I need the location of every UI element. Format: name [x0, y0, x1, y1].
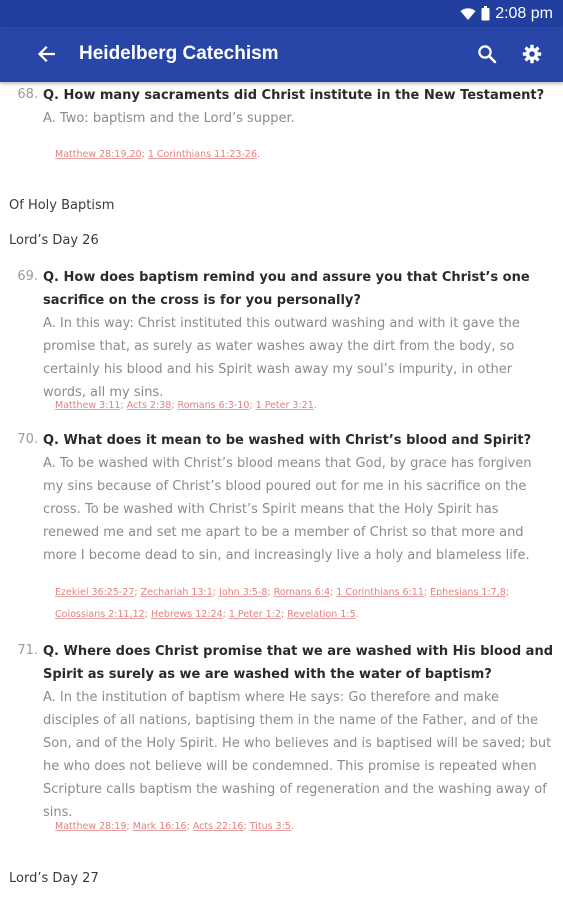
scripture-ref-link[interactable]: 1 Corinthians 6:11	[336, 587, 424, 598]
scripture-ref-link[interactable]: Zechariah 13:1	[140, 587, 213, 598]
search-icon[interactable]	[474, 41, 500, 67]
lords-day-heading: Lord’s Day 27	[9, 871, 99, 886]
scripture-ref-link[interactable]: 1 Peter 1:2	[228, 609, 281, 620]
app-toolbar	[0, 27, 563, 82]
lords-day-heading: Lord’s Day 26	[9, 233, 99, 248]
scripture-ref-link[interactable]: Matthew 3:11	[55, 400, 121, 411]
status-time: 2:08 pm	[495, 4, 553, 22]
scripture-ref-link[interactable]: Titus 3:5	[249, 821, 291, 832]
question-number: 70.	[17, 432, 38, 447]
scripture-ref-link[interactable]: John 3:5-8	[219, 587, 268, 598]
status-bar	[0, 0, 563, 27]
question-number: 68.	[17, 87, 38, 102]
scripture-refs: Matthew 3:11; Acts 2:38; Romans 6:3-10; 1 Peter 3:21.	[55, 400, 317, 411]
scripture-ref-link[interactable]: Romans 6:4	[273, 587, 331, 598]
scripture-ref-link[interactable]: Romans 6:3-10	[177, 400, 250, 411]
question-number: 69.	[17, 269, 38, 284]
answer-text: A. To be washed with Christ’s blood means that God, by grace has forgiven my sins because of Christ’s blood poured out for me in his sacrifice on the cross. To be washed with Christ’s Spirit means that the Holy Spirit has renewed me and set me apart to be a member of Christ so that more and more I become dead to sin, and increasingly live a holy and blameless life.	[43, 456, 532, 563]
scripture-ref-link[interactable]: 1 Corinthians 11:23-26	[147, 149, 258, 160]
back-arrow-icon[interactable]	[33, 41, 59, 67]
scripture-refs: Matthew 28:19; Mark 16:16; Acts 22:16; Titus 3:5.	[55, 821, 294, 832]
question-text: Q. How many sacraments did Christ institute in the New Testament?	[43, 88, 545, 103]
scripture-ref-link[interactable]: Acts 2:38	[126, 400, 172, 411]
scripture-ref-link[interactable]: 1 Peter 3:21	[255, 400, 314, 411]
scripture-refs: Ezekiel 36:25-27; Zechariah 13:1; John 3:5-8; Romans 6:4; 1 Corinthians 6:11; Ephesians 1:7,8; Colossians 2:11,12; Hebrews 12:24; 1 Peter 1:2; Revelation 1:5.	[55, 587, 509, 620]
scripture-ref-link[interactable]: Revelation 1:5	[287, 609, 356, 620]
scripture-ref-link[interactable]: Mark 16:16	[132, 821, 187, 832]
wifi-icon	[460, 7, 476, 21]
answer-text: A. In this way: Christ instituted this outward washing and with it gave the promise that, as surely as water washes away the dirt from the body, so certainly his blood and his Spirit wash away my soul’s impurity, in other words, all my sins.	[43, 316, 520, 400]
question-text: Q. How does baptism remind you and assure you that Christ’s one sacrifice on the cross is for you personally?	[43, 270, 530, 308]
scripture-ref-link[interactable]: Ezekiel 36:25-27	[55, 587, 135, 598]
page-title: Heidelberg Catechism	[79, 43, 279, 64]
scripture-ref-link[interactable]: Ephesians 1:7,8	[430, 587, 506, 598]
scripture-ref-link[interactable]: Colossians 2:11,12	[55, 609, 145, 620]
section-heading: Of Holy Baptism	[9, 198, 115, 213]
answer-text: A. Two: baptism and the Lord’s supper.	[43, 111, 295, 126]
gear-icon[interactable]	[519, 41, 545, 67]
scripture-refs: Matthew 28:19,20; 1 Corinthians 11:23-26.	[55, 149, 261, 160]
answer-text: A. In the institution of baptism where He says: Go therefore and make disciples of all nations, baptising them in the name of the Father, and of the Son, and of the Holy Spirit. He who believes and is baptised will be saved; but he who does not believe will be condemned. This promise is repeated when Scripture calls baptism the washing of regeneration and the washing away of sins.	[43, 690, 552, 820]
battery-icon	[481, 6, 490, 21]
scripture-ref-link[interactable]: Hebrews 12:24	[150, 609, 223, 620]
question-text: Q. Where does Christ promise that we are washed with His blood and Spirit as surely as we are washed with the water of baptism?	[43, 644, 554, 682]
scripture-ref-link[interactable]: Matthew 28:19,20	[55, 149, 142, 160]
scripture-ref-link[interactable]: Acts 22:16	[192, 821, 244, 832]
question-text: Q. What does it mean to be washed with Christ’s blood and Spirit?	[43, 433, 532, 448]
question-number: 71.	[17, 643, 38, 658]
scripture-ref-link[interactable]: Matthew 28:19	[55, 821, 127, 832]
